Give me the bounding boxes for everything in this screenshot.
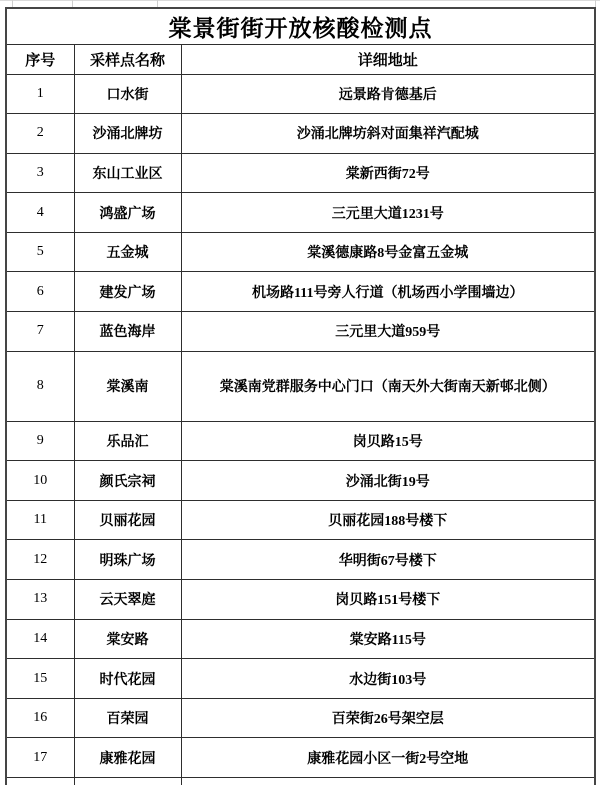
row-no-cell: 3 [6,153,74,193]
column-header-address: 详细地址 [181,44,595,74]
row-no-cell: 6 [6,272,74,312]
table-row [6,153,595,193]
table-row [6,698,595,738]
table-row [6,193,595,233]
table-row [6,421,595,461]
row-no-cell: 7 [6,312,74,352]
row-no-cell: 4 [6,193,74,233]
row-no-cell: 2 [6,114,74,154]
row-no-cell: 15 [6,659,74,699]
row-address-cell: 贝丽花园188号楼下 [181,500,595,540]
table-row [6,74,595,114]
row-address-cell: 水边街103号 [181,659,595,699]
row-name-cell: 时代花园 [74,659,181,699]
row-address-cell: 三元里大道1231号 [181,193,595,233]
row-address-cell: 远景路肯德基后 [181,74,595,114]
row-name-cell: 贝丽花园 [74,500,181,540]
empty-cell [181,778,595,785]
row-name-cell: 五金城 [74,232,181,272]
row-address-cell: 三元里大道959号 [181,312,595,352]
row-no-cell: 8 [6,351,74,421]
spreadsheet-gridline-stub [595,0,596,7]
column-header-no: 序号 [6,44,74,74]
table-row [6,232,595,272]
row-address-cell: 岗贝路151号楼下 [181,580,595,620]
table-row [6,312,595,352]
row-address-cell: 康雅花园小区一街2号空地 [181,738,595,778]
table-row [6,619,595,659]
column-header-name: 采样点名称 [74,44,181,74]
row-no-cell: 9 [6,421,74,461]
clipped-next-row [6,778,595,785]
row-address-cell: 百荣街26号架空层 [181,698,595,738]
table-row [6,272,595,312]
table-header-row [6,44,595,74]
table-row [6,461,595,501]
row-name-cell: 沙涌北牌坊 [74,114,181,154]
row-name-cell: 乐品汇 [74,421,181,461]
row-no-cell: 14 [6,619,74,659]
spreadsheet-gridline-stub [72,0,73,7]
row-no-cell: 12 [6,540,74,580]
spreadsheet-gridline-stub [157,0,158,7]
row-name-cell: 棠安路 [74,619,181,659]
row-no-cell: 17 [6,738,74,778]
table-row [6,580,595,620]
table-row [6,659,595,699]
row-no-cell: 13 [6,580,74,620]
row-name-cell: 百荣园 [74,698,181,738]
row-name-cell: 蓝色海岸 [74,312,181,352]
row-no-cell: 5 [6,232,74,272]
row-address-cell: 棠安路115号 [181,619,595,659]
spreadsheet-gridline-stub [12,0,13,7]
row-name-cell: 建发广场 [74,272,181,312]
row-address-cell: 棠溪德康路8号金富五金城 [181,232,595,272]
row-address-cell: 沙涌北牌坊斜对面集祥汽配城 [181,114,595,154]
table-title-row [6,8,595,44]
row-address-cell: 华明街67号楼下 [181,540,595,580]
row-name-cell: 鸿盛广场 [74,193,181,233]
row-address-cell: 机场路111号旁人行道（机场西小学围墙边） [181,272,595,312]
row-address-cell: 棠新西街72号 [181,153,595,193]
row-address-cell: 沙涌北街19号 [181,461,595,501]
row-name-cell: 明珠广场 [74,540,181,580]
row-no-cell: 16 [6,698,74,738]
table-row [6,540,595,580]
table-body [6,74,595,785]
row-address-cell: 岗贝路15号 [181,421,595,461]
row-name-cell: 颜氏宗祠 [74,461,181,501]
row-name-cell: 东山工业区 [74,153,181,193]
table-title: 棠景街街开放核酸检测点 [6,8,595,44]
row-no-cell: 11 [6,500,74,540]
table-row [6,351,595,421]
row-name-cell: 康雅花园 [74,738,181,778]
empty-cell [74,778,181,785]
row-name-cell: 口水街 [74,74,181,114]
table-row [6,738,595,778]
spreadsheet-gridline-horizontal [0,0,600,1]
table-row [6,114,595,154]
row-no-cell: 10 [6,461,74,501]
nucleic-acid-testing-points-table [5,7,596,785]
table-row [6,500,595,540]
row-name-cell: 棠溪南 [74,351,181,421]
row-no-cell: 1 [6,74,74,114]
empty-cell [6,778,74,785]
row-name-cell: 云天翠庭 [74,580,181,620]
row-address-cell: 棠溪南党群服务中心门口（南天外大街南天新邨北侧） [181,351,595,421]
